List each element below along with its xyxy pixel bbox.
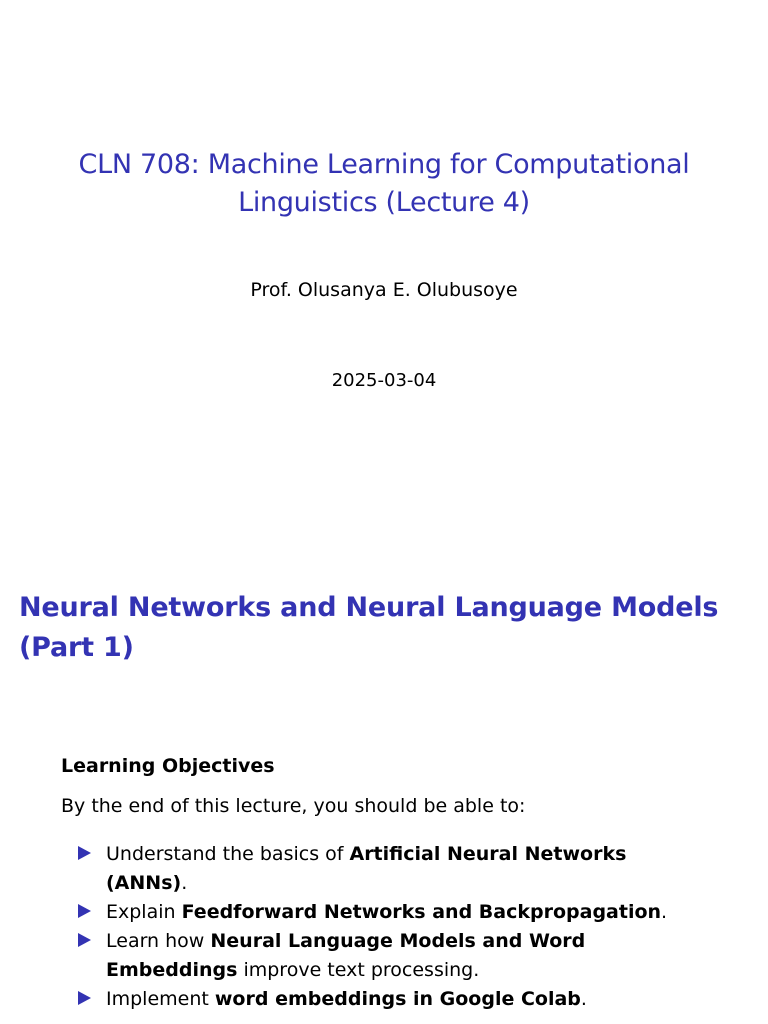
frame-title: Neural Networks and Neural Language Models (Part 1) — [19, 592, 719, 663]
bullet-text-bold: Neural Language Models and Word Embeddings — [106, 930, 586, 981]
objectives-heading: Learning Objectives — [61, 755, 275, 777]
bullet-text-post: improve text processing. — [237, 959, 480, 981]
author-name: Prof. Olusanya E. Olubusoye — [250, 279, 518, 301]
list-item — [78, 840, 678, 898]
objectives-list — [78, 840, 678, 1014]
triangle-right-icon — [78, 846, 91, 860]
presentation-date: 2025-03-04 — [331, 370, 437, 391]
bullet-text-pre: Explain — [106, 901, 182, 923]
list-item — [78, 898, 678, 927]
triangle-right-icon — [78, 991, 91, 1005]
bullet-text-post: . — [661, 901, 668, 923]
bullet-text-bold: Artificial Neural Networks (ANNs) — [106, 843, 627, 894]
presentation-title: CLN 708: Machine Learning for Computational Linguistics (Lecture 4) — [78, 149, 690, 218]
bullet-text-pre: Learn how — [106, 930, 211, 952]
objectives-intro: By the end of this lecture, you should be able to: — [61, 795, 526, 817]
bullet-text-post: . — [181, 872, 188, 894]
list-item — [78, 985, 678, 1014]
bullet-text-pre: Understand the basics of — [106, 843, 350, 865]
bullet-text-post: . — [580, 988, 587, 1010]
bullet-text-bold: Feedforward Networks and Backpropagation — [181, 901, 662, 923]
bullet-text-pre: Implement — [106, 988, 215, 1010]
bullet-text-bold: word embeddings in Google Colab — [214, 988, 581, 1010]
triangle-right-icon — [78, 933, 91, 947]
triangle-right-icon — [78, 904, 91, 918]
list-item — [78, 927, 678, 985]
